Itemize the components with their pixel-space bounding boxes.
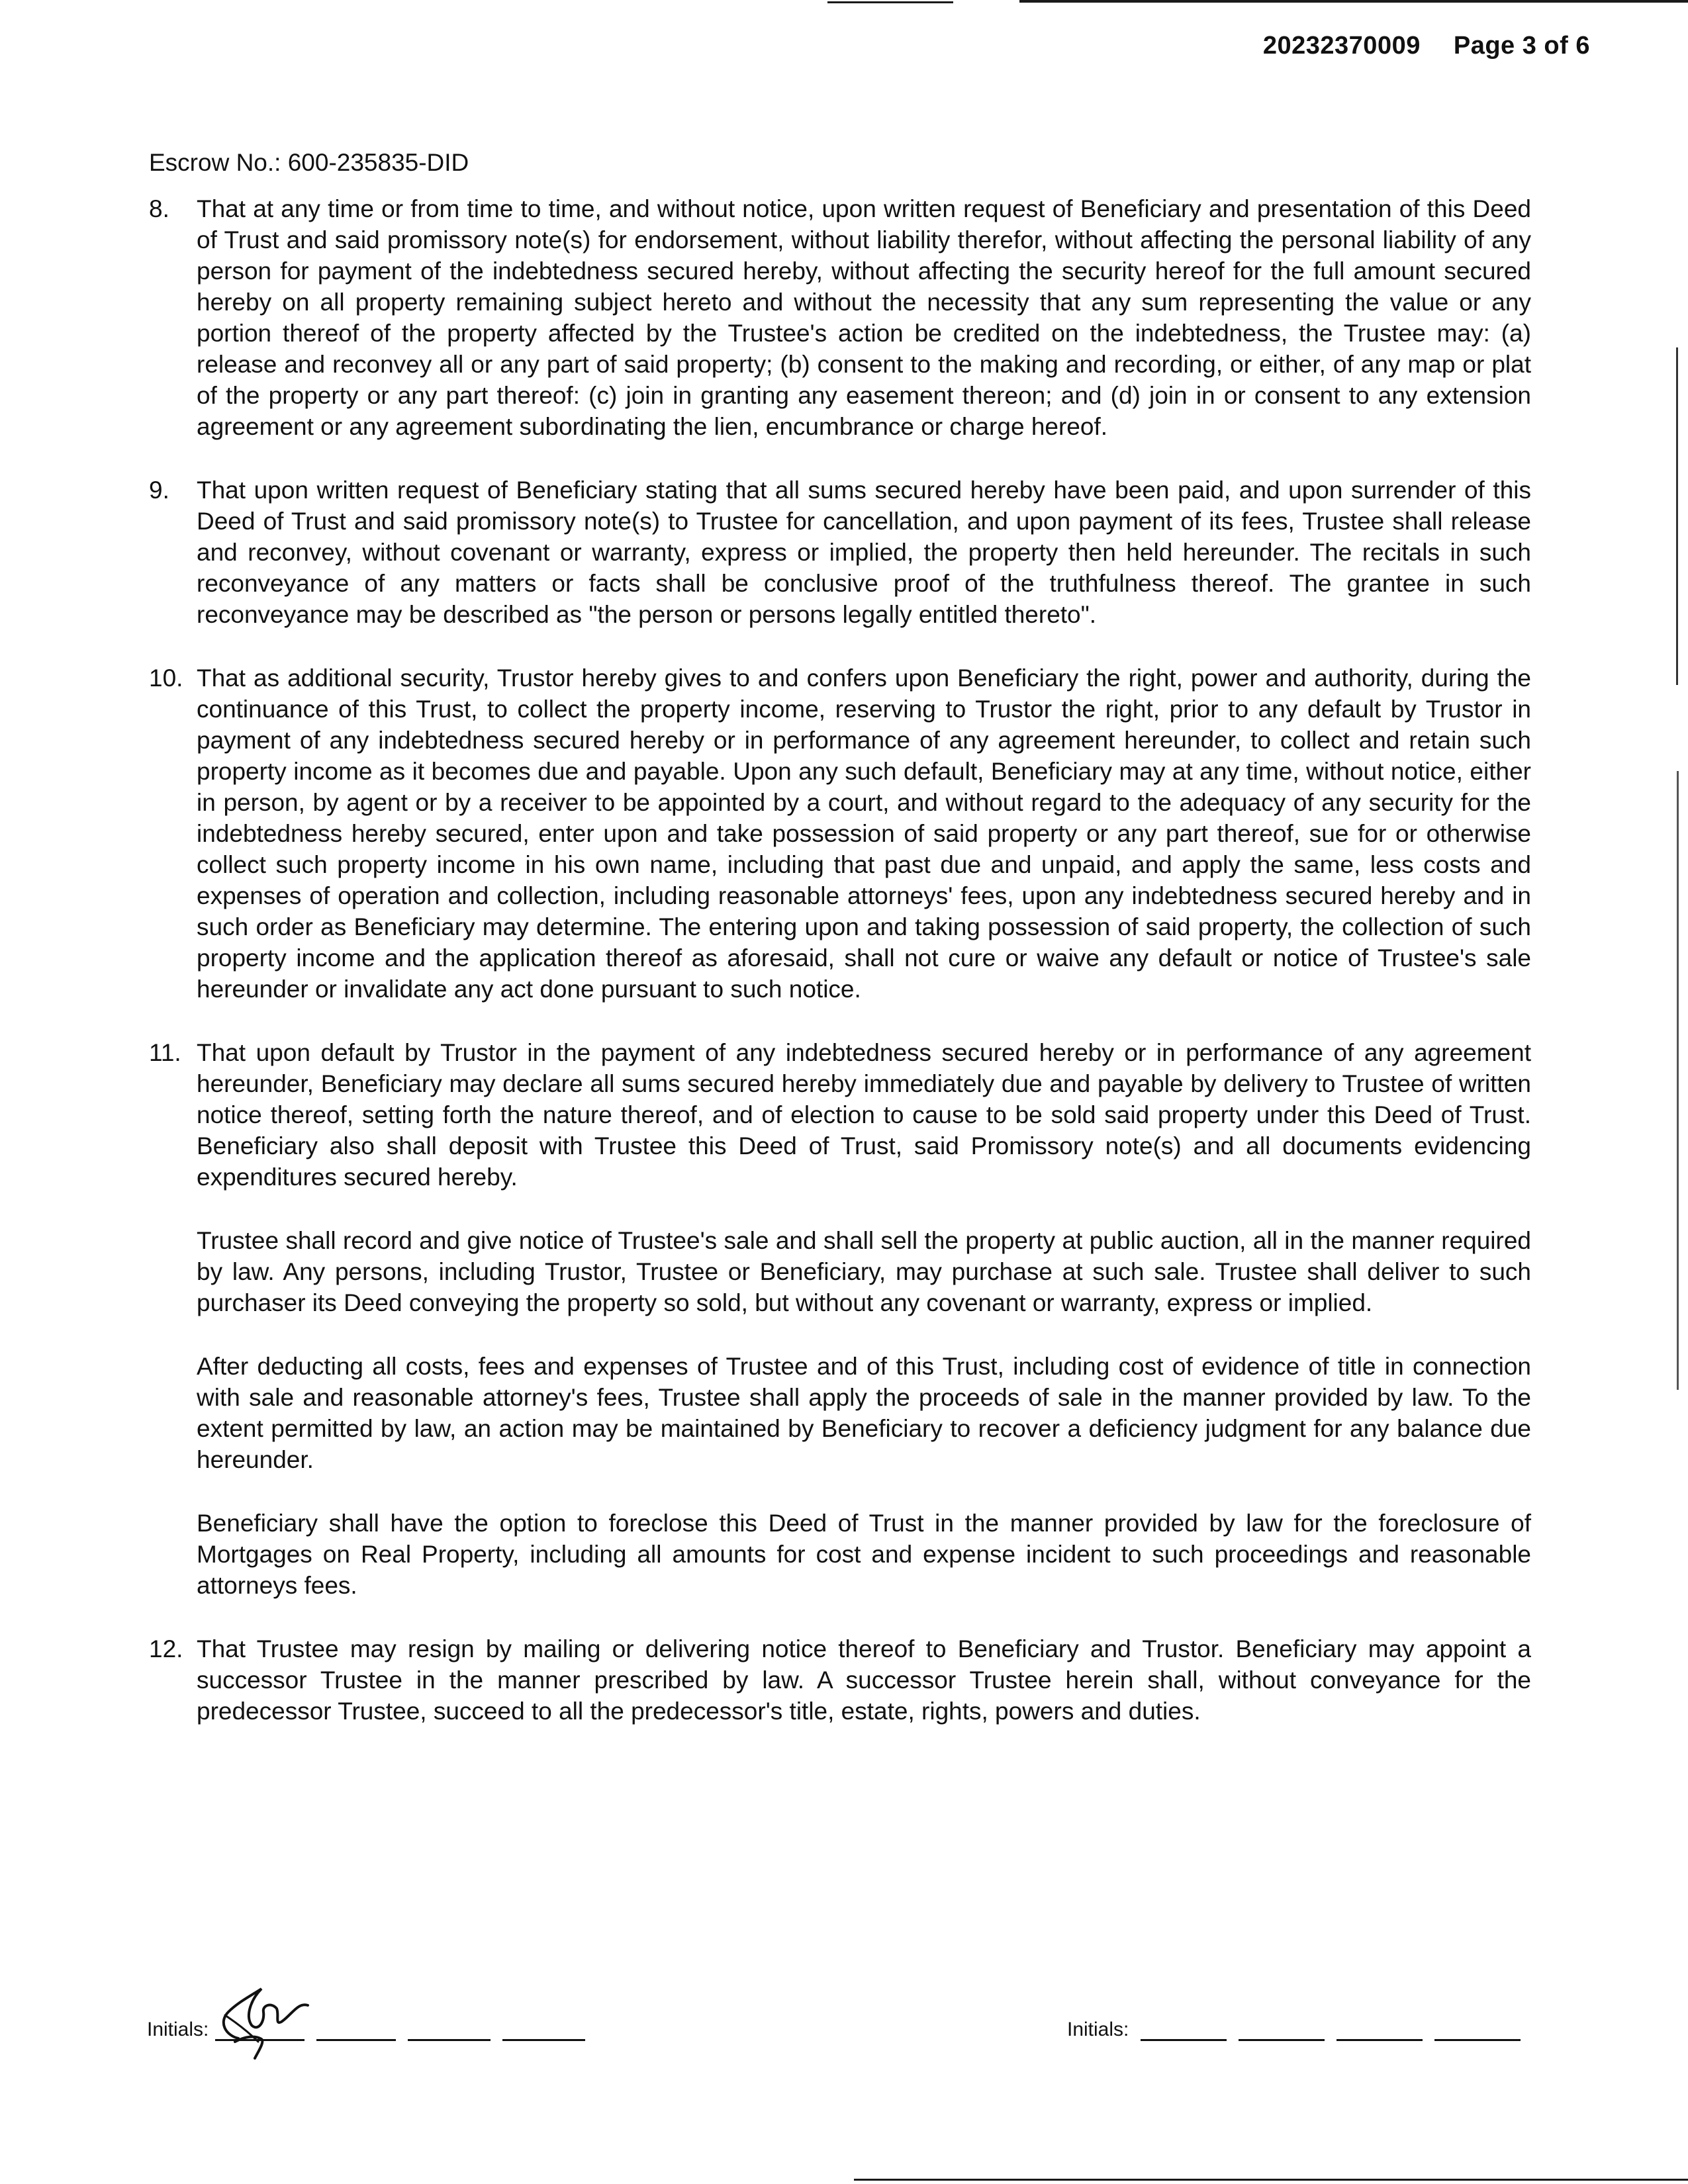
paragraph-text: That Trustee may resign by mailing or delivering notice thereof to Beneficiary and Trustor. Beneficiary may appoint a successor Trustee in the manner prescribed by law. A successor Trustee herein shall, without conveyance for the predecessor Trustee, succeed to all the predecessor's title, estate, rights, powers and duties. (197, 1635, 1531, 1725)
paragraph-number: 8. (149, 195, 169, 222)
document-number: 20232370009 (1262, 32, 1421, 60)
paragraph-subsection: Beneficiary shall have the option to foreclose this Deed of Trust in the manner provided by law for the foreclosure of Mortgages on Real Property, including all amounts for cost and expense incident to such proceedings and reasonable attorneys fees. (197, 1510, 1531, 1599)
paragraph-12 (149, 1633, 1531, 1727)
page-indicator: Page 3 of 6 (1453, 32, 1590, 60)
right-margin-mark (1676, 347, 1678, 685)
paragraph-8 (149, 193, 1531, 442)
paragraph-text: That upon written request of Beneficiary stating that all sums secured hereby have been paid, and upon surrender of this Deed of Trust and said promissory note(s) to Trustee for cancellation, and upon payment of its fees, Trustee shall release and reconvey, without covenant or warranty, express or implied, the property then held hereunder. The recitals in such reconveyance of any matters or facts shall be conclusive proof of the truthfulness thereof. The grantee in such reconveyance may be described as "the person or persons legally entitled thereto". (197, 477, 1531, 628)
initials-label: Initials: (147, 2019, 209, 2040)
bottom-scan-line (854, 2179, 1688, 2181)
paragraph-subsection: Trustee shall record and give notice of Trustee's sale and shall sell the property at public auction, all in the manner required by law. Any persons, including Trustor, Trustee or Beneficiary, may purchase at such sale. Trustee shall deliver to such purchaser its Deed conveying the property so sold, but without any covenant or warranty, express or implied. (197, 1227, 1531, 1316)
paragraph-number: 9. (149, 477, 169, 504)
paragraph-9 (149, 475, 1531, 630)
initials-blank[interactable] (1336, 2035, 1423, 2041)
initials-blank[interactable] (316, 2035, 396, 2041)
initials-blank[interactable] (1434, 2035, 1521, 2041)
initials-blank[interactable] (215, 2035, 305, 2041)
right-margin-mark (1677, 771, 1679, 1390)
initials-label: Initials: (1067, 2019, 1129, 2040)
paragraph-text: That as additional security, Trustor hereby gives to and confers upon Beneficiary the right, power and authority, during the continuance of this Trust, to collect the property income, reserving to Trustor the right, prior to any default by Trustor in payment of any indebtedness secured hereby or in performance of any agreement hereunder, to collect and retain such property income as it becomes due and payable. Upon any such default, Beneficiary may at any time, without notice, either in person, by agent or by a receiver to be appointed by a court, and without regard to the adequacy of any security for the indebtedness hereby secured, enter upon and take possession of said property or any part thereof, sue for or otherwise collect such property income in his own name, including that past due and unpaid, and apply the same, less costs and expenses of operation and collection, including reasonable attorneys' fees, upon any indebtedness secured hereby and in such order as Beneficiary may determine. The entering upon and taking possession of said property, the collection of such property income and the application thereof as aforesaid, shall not cure or waive any default or notice of Trustee's sale hereunder or invalidate any act done pursuant to such notice. (197, 664, 1531, 1003)
paragraph-text: That at any time or from time to time, and without notice, upon written request of Beneficiary and presentation of this Deed of Trust and said promissory note(s) for endorsement, without liability therefor, without affecting the personal liability of any person for payment of the indebtedness secured hereby, without affecting the security hereof for the full amount secured hereby on all property remaining subject hereto and without the necessity that any sum representing the value or any portion thereof of the property affected by the Trustee's action be credited on the indebtedness, the Trustee may: (a) release and reconvey all or any part of said property; (b) consent to the making and recording, or either, of any map or plat of the property or any part thereof: (c) join in granting any easement thereon; and (d) join in or consent to any extension agreement or any agreement subordinating the lien, encumbrance or charge hereof. (197, 195, 1531, 440)
initials-blank[interactable] (408, 2035, 491, 2041)
initials-left (147, 2019, 585, 2041)
paragraph-11-block (197, 1037, 1531, 1601)
paragraph-10 (149, 662, 1531, 1005)
document-body (149, 193, 1531, 1759)
initials-blank[interactable] (502, 2035, 585, 2041)
escrow-number: Escrow No.: 600-235835-DID (149, 149, 469, 176)
paragraph-number: 12. (149, 1635, 183, 1662)
paragraph-11 (149, 1037, 1531, 1601)
paragraph-number: 10. (149, 664, 183, 692)
initials-blank[interactable] (1239, 2035, 1325, 2041)
top-scan-line-long (1019, 0, 1688, 3)
paragraph-subsection: After deducting all costs, fees and expenses of Trustee and of this Trust, including cost of evidence of title in connection with sale and reasonable attorney's fees, Trustee shall apply the proceeds of sale in the manner provided by law. To the extent permitted by law, an action may be maintained by Beneficiary to recover a deficiency judgment for any balance due hereunder. (197, 1353, 1531, 1473)
top-scan-line-short (827, 1, 953, 3)
paragraph-number: 11. (149, 1039, 181, 1066)
initials-right (1067, 2019, 1521, 2041)
paragraph-text: That upon default by Trustor in the payment of any indebtedness secured hereby or in performance of any agreement hereunder, Beneficiary may declare all sums secured hereby immediately due and payable by delivery to Trustee of written notice thereof, setting forth the nature thereof, and of election to cause to be sold said property under this Deed of Trust. Beneficiary also shall deposit with Trustee this Deed of Trust, said Promissory note(s) and all documents evidencing expenditures secured hereby. (197, 1039, 1531, 1191)
document-header (1263, 32, 1590, 60)
initials-blank[interactable] (1141, 2035, 1227, 2041)
